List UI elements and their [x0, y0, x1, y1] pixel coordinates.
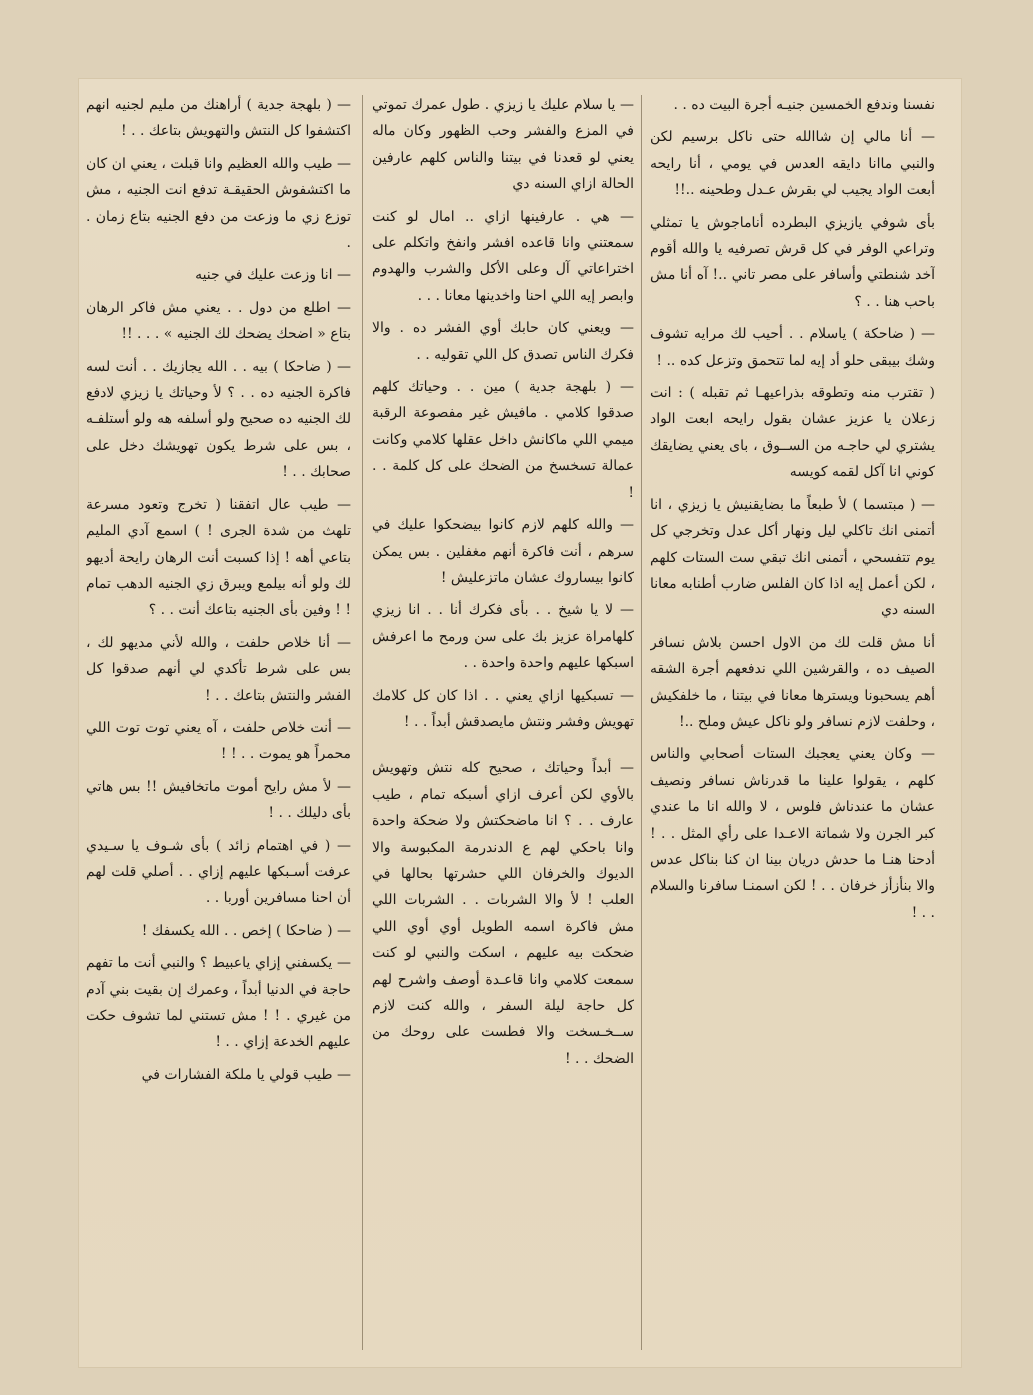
paragraph: — طيب قولي يا ملكة الفشارات في [141, 1066, 351, 1083]
paragraph: — لأ مش رايح أموت ماتخافيش !! بس هاتي بأى دليلك . . ! [86, 778, 351, 822]
text-column-middle [372, 92, 634, 1367]
paragraph: ( تقترب منه وتطوقه بذراعيهـا ثم تقبله ) : انت زعلان يا عزيز عشان بقول رايحه ابعت الواد يشتري لي حاجـه من الســوق ، باى يعني يضايقك كوني انا آكل لقمه كويسه [650, 385, 935, 481]
paragraph: — ( بلهجة جدية ) مين . . وحياتك كلهم صدقوا كلامي . مافيش غير مفصوعة الرقبة ميمي اللي ماكانش داخل عقلها كلامي وكانت عمالة تسخسخ من الضحك على كل كلمة . . ! [372, 379, 634, 501]
paragraph: — ( ضاحكا ) بيه . . الله يجازيك . . أنت لسه فاكرة الجنيه ده . . ؟ لأ وحياتك يا زيزي لادفع لك الجنيه ده صحيح ولو أسلفه هه ولو أستلفـه ، بس على شرط يكون تهويشك دخل على صحابك . . ! [86, 358, 351, 481]
paragraph: — ( مبتسما ) لأ طبعاً ما بضايقنيش يا زيزي ، انا أتمنى انك تاكلي ليل ونهار أكل عدل وتخرجي كل يوم تتفسحي ، أتمنى انك تبقي ست الستات كلهم ، لكن أعمل إيه اذا كان الفلس ضارب أطنابه معانا السنه دي [650, 496, 935, 619]
paragraph: — أنت خلاص حلفت ، آه يعني توت توت اللي محمراً هو يموت . . ! ! [86, 719, 351, 763]
paragraph: — والله كلهم لازم كانوا بيضحكوا عليك في سرهم ، أنت فاكرة أنهم مغفلين . بس يمكن كانوا بيساروك عشان ماتزعليش ! [372, 517, 634, 586]
paragraph: — أنا خلاص حلفت ، والله لأني مديهو لك ، بس على شرط تأكدي لي أنهم صدقوا كل الفشر والنتش بتاعك . . ! [86, 634, 351, 704]
paragraph: — ( ضاحكة ) ياسلام . . أحيب لك مرايه تشوف وشك بيبقى حلو أد إيه لما تتحمق وتزعل كده .. ! [650, 326, 935, 369]
paragraph: — لا يا شيخ . . بأى فكرك أنا . . انا زيزي كلهامراة عزيز بك على سن ورمح ما اعرفش اسبكها عليهم واحدة واحدة . . [372, 602, 634, 672]
section-gap [372, 741, 634, 755]
paragraph: — ( في اهتمام زائد ) بأى شـوف يا سـيدي عرفت أسـبكها عليهم إزاي . . أصلي قلت لهم أن احنا مسافرين أوربا . . [86, 837, 351, 907]
paragraph: — انا وزعت عليك في جنيه [195, 267, 351, 284]
paragraph: — تسبكيها ازاي يعني . . اذا كان كل كلامك تهويش وفشر ونتش مايصدقش أبداً . . ! [372, 687, 634, 730]
paragraph: — أبداً وحياتك ، صحيح كله نتش وتهويش بالأوي لكن أعرف ازاي أسبكه تمام ، طيب عارف . . ؟ انا ماضحكتش ولا ضحكة واحدة وانا باحكي لهم ع الدندرمة المكبوسة والا الديوك والخرفان اللي حشرتها بحالها في العلب ! لأ والا الشربات . . الشربات اللي مش فاكرة اسمه الطويل أوي أوي اللي ضحكت بيه عليهم ، اسكت والنبي لو كنت سمعت كلامي وانا قاعـدة أوصف واشرح لهم كل حاجة ليلة السفر ، والله كنت لازم ســخـسخت والا فطست على روحك من الضحك . . ! [372, 760, 634, 1067]
paragraph: — طيب والله العظيم وانا قبلت ، يعني ان كان ما اكتشفوش الحقيقـة تدفع انت الجنيه ، مش توزع زي ما وزعت من دفع الجنيه بتاع زمان . . [86, 155, 351, 252]
paragraph: — يا سلام عليك يا زيزي . طول عمرك تموتي في المزع والفشر وحب الظهور وكان ماله يعني لو قعدنا في بيتنا والناس كلهم عارفين الحالة ازاي السنه دي [372, 97, 634, 193]
paragraph: — هي . عارفينها ازاي .. امال لو كنت سمعتني وانا قاعده افشر وانفخ واتكلم على اختراعاتي آل وعلى الأكل والشرب والهدوم وابصر إيه اللي احنا واخدينها معانا . . . [372, 208, 634, 304]
paragraph: — طيب عال اتفقنا ( تخرج وتعود مسرعة تلهث من شدة الجرى ! ) اسمع آدي المليم بتاعي أهه ! إذا كسبت أنت الرهان رايحة أديهو لك ولو أنه بيلمع ويبرق زي الجنيه الدهب تمام ! ! وفين بأى الجنيه بتاعك أنت . . ؟ [86, 496, 351, 619]
paragraph: نفسنا وندفع الخمسين جنيـه أجرة البيت ده . . [673, 97, 935, 113]
column-divider-left [362, 95, 363, 1350]
paragraph: — ( بلهجة جدية ) أراهنك من مليم لجنيه انهم اكتشفوا كل النتش والتهويش بتاعك . . ! [86, 97, 351, 140]
text-column-left [86, 92, 351, 1367]
paragraph: — ( ضاحكا ) إخص . . الله يكسفك ! [141, 922, 351, 939]
paragraph: — يكسفني إزاي ياعبيط ؟ والنبي أنت ما تفهم حاجة في الدنيا أبداً ، وعمرك إن بقيت بني آدم من غيري . ! ! مش تستني لما تشوف حكت عليهم الخدعة إزاي . . ! [86, 955, 351, 1051]
text-column-right [650, 92, 935, 1367]
paragraph: — وكان يعني يعجبك الستات أصحابي والناس كلهم ، يقولوا علينا ما قدرناش نسافر ونصيف عشان ما عندناش فلوس ، لا والله انا ما عندي كبر الجرن ولا شماتة الاعـدا على رأي المثل . . ! أدحنا هنـا ما حدش دريان بينا ان كنا بناكل عدس والا بنأزأز خرفان . . ! لكن اسمنـا سافرنا والسلام . . ! [650, 746, 935, 921]
paragraph: أنا مش قلت لك من الاول احسن بلاش نسافر الصيف ده ، والقرشين اللي ندفعهم أجرة الشقه أهم يسحبونا ويسترها معانا في بيتنا ، ما خلفكيش ، وحلفت لازم نسافر ولو ناكل عيش وملح ..! [650, 634, 935, 730]
paragraph: بأى شوفي يازيزي البطرده أناماجوش يا تمثلي وتراعي الوفر في كل قرش تصرفيه يا والله أقوم آخد شنطتي وأسافر على مصر تاني ..! آه أنا مش باحب هنا . . ؟ [650, 214, 935, 310]
paragraph: — ويعني كان حابك أوي الفشر ده . والا فكرك الناس تصدق كل اللي تقوليه . . [372, 320, 634, 363]
paragraph: — أنا مالي إن شاالله حتى ناكل برسيم لكن والنبي ماانا دايقه العدس في يومي ، أنا رايحه أبعت الواد يجيب لي بقرش عـدل وطحينه ..!! [650, 129, 935, 199]
paragraph: — اطلع من دول . . يعني مش فاكر الرهان بتاع « اضحك يضحك لك الجنيه » . . . !! [86, 299, 351, 343]
column-divider-right [641, 95, 642, 1350]
